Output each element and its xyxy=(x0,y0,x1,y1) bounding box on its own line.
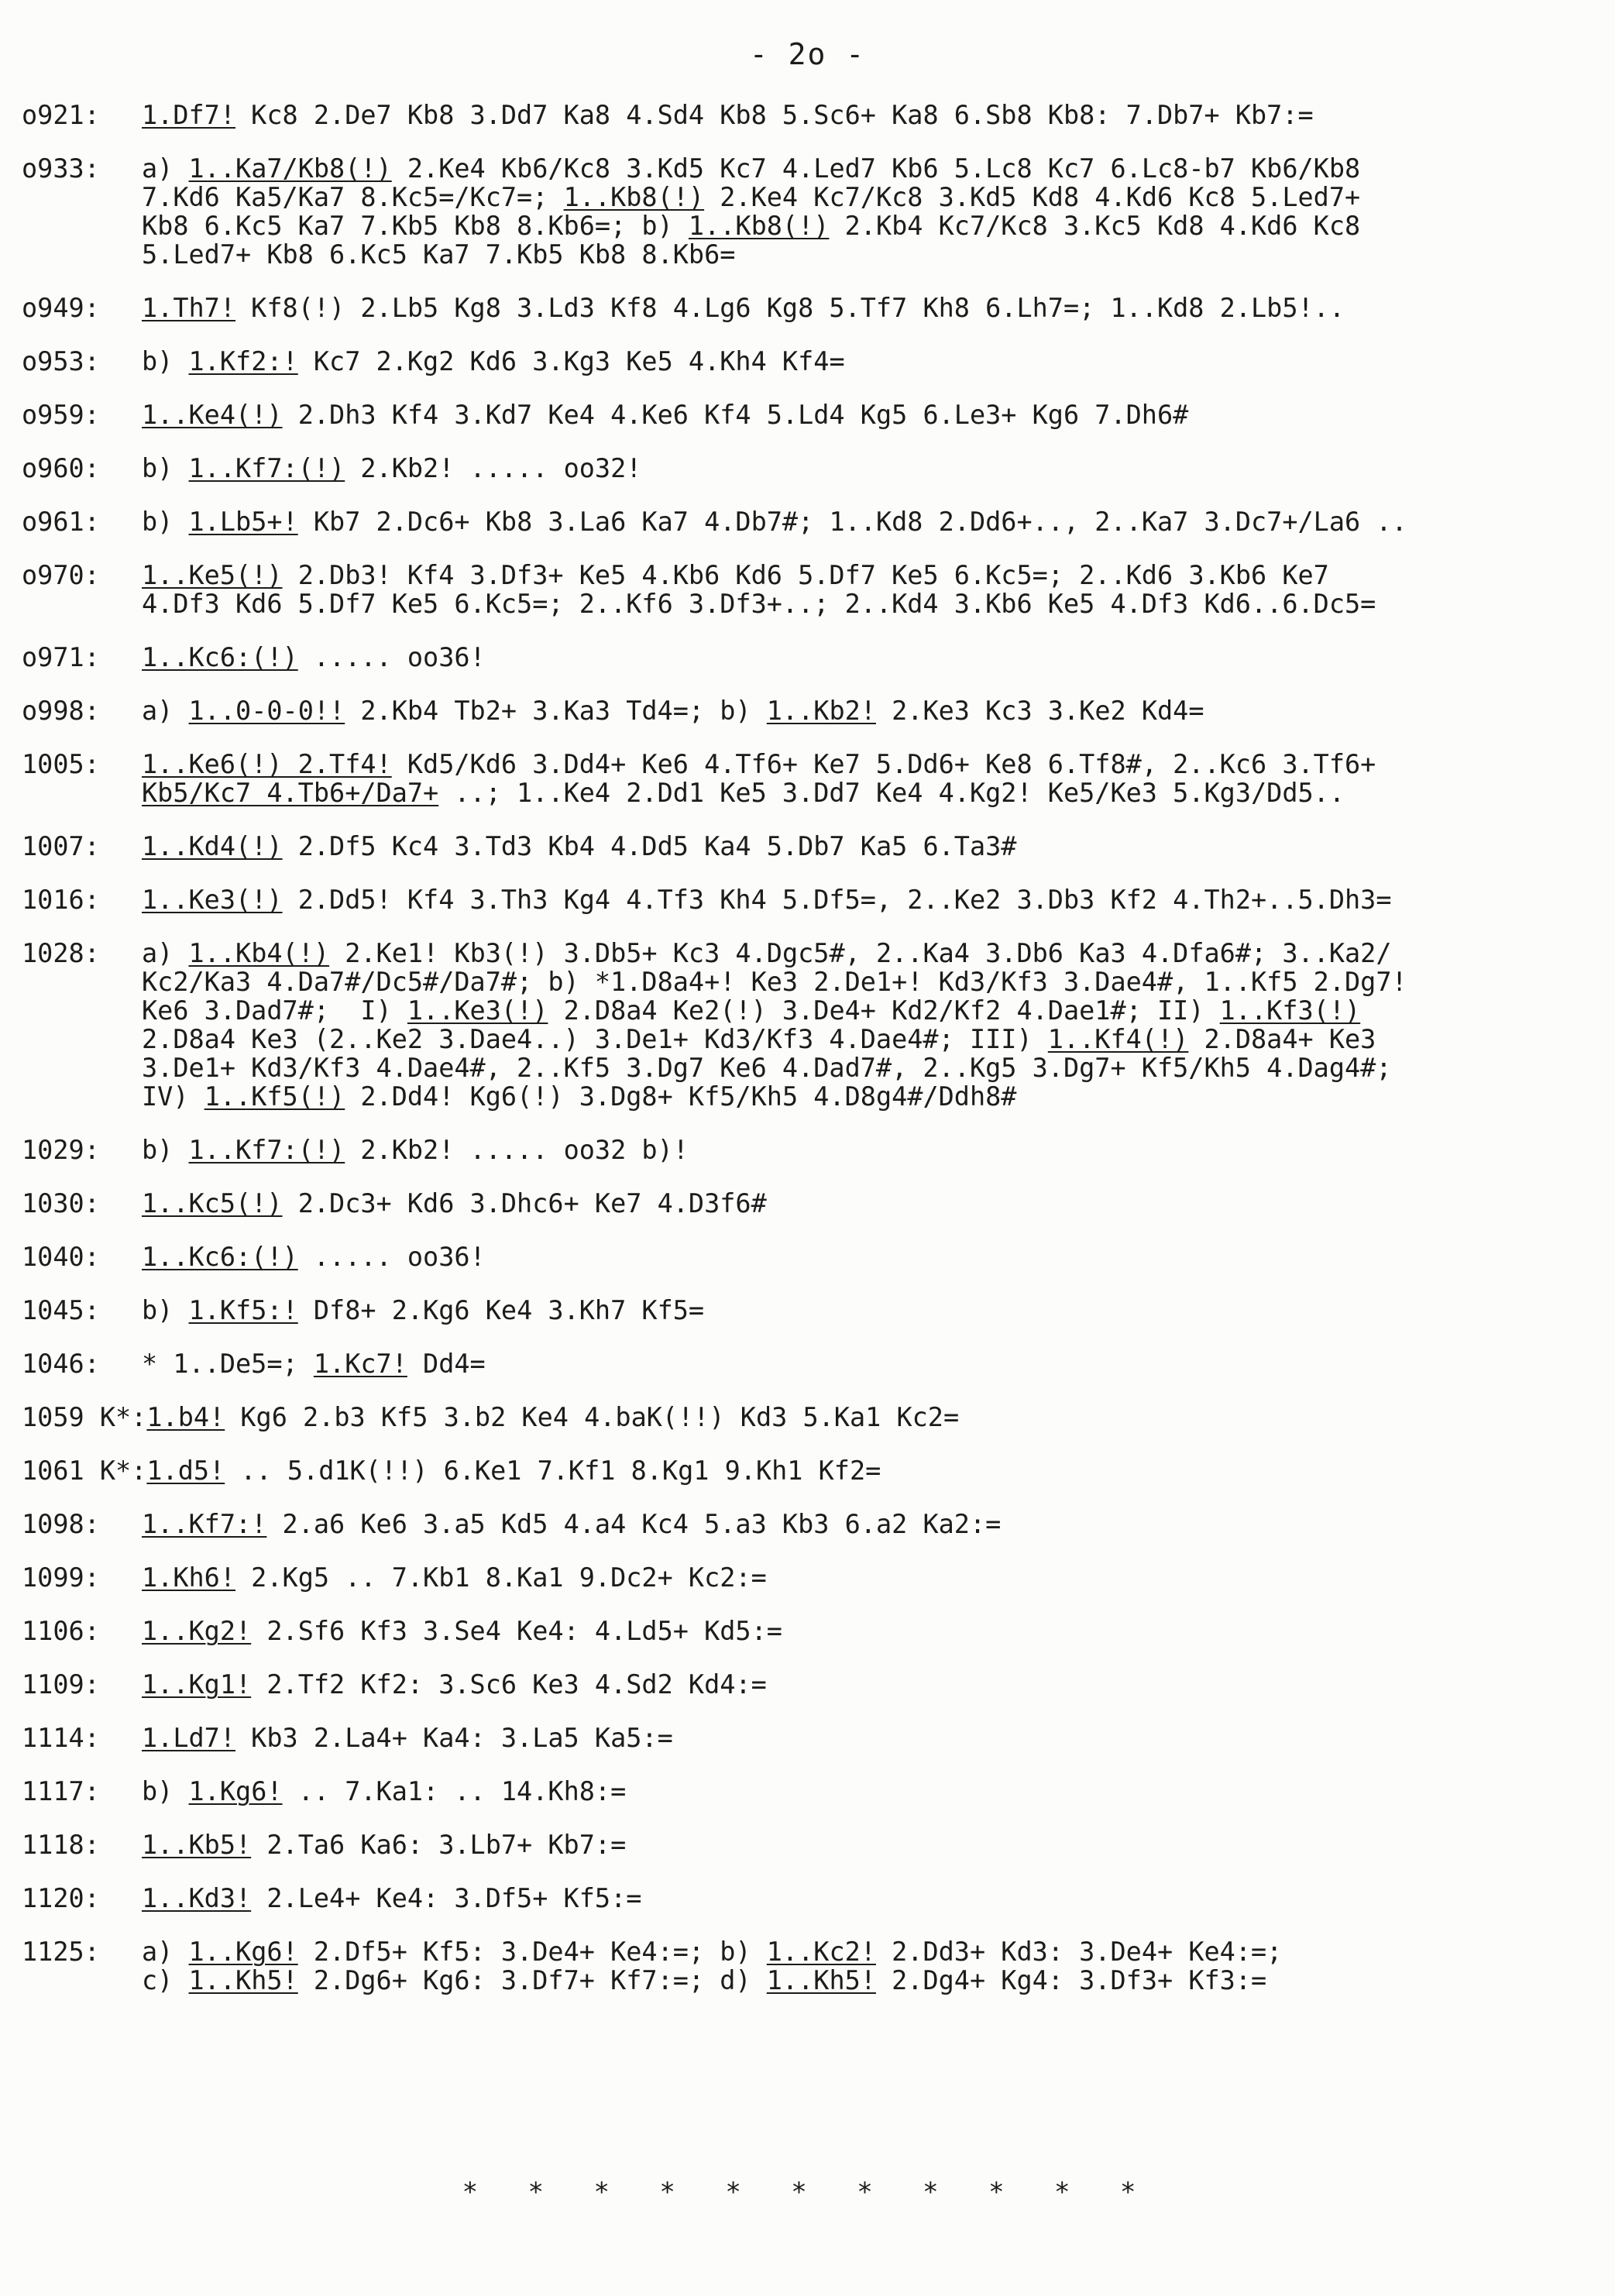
move-text: a) xyxy=(142,938,189,968)
key-move: 1..Ka7/Kb8(!) xyxy=(188,153,392,184)
solution-line xyxy=(142,154,1602,183)
solution-line xyxy=(142,1937,1602,1966)
problem-number: 1114: xyxy=(22,1723,100,1753)
move-text: 2.Dd5! Kf4 3.Th3 Kg4 4.Tf3 Kh4 5.Df5=, 2..Ke2 3.Db3 Kf2 4.Th2+..5.Dh3= xyxy=(282,885,1392,915)
move-text: 2.Dd4! Kg6(!) 3.Dg8+ Kf5/Kh5 4.D8g4#/Ddh8# xyxy=(345,1081,1017,1112)
solution-entry xyxy=(22,1136,1602,1164)
problem-number: 1030: xyxy=(22,1188,100,1218)
problem-number: 1059 K*: xyxy=(22,1402,147,1432)
solution-line xyxy=(142,101,1602,129)
key-move: 1.Kf5:! xyxy=(188,1295,298,1325)
move-text: 2.Ke4 Kb6/Kc8 3.Kd5 Kc7 4.Led7 Kb6 5.Lc8 Kc7 6.Lc8-b7 Kb6/Kb8 xyxy=(391,153,1361,184)
move-text: c) xyxy=(142,1965,189,1995)
solution-line xyxy=(142,1966,1602,1995)
solution-entry xyxy=(22,1563,1602,1592)
solution-entry xyxy=(22,454,1602,483)
solution-entry xyxy=(22,696,1602,725)
key-move: 1..Kb8(!) xyxy=(563,182,705,212)
move-text: 2.Dh3 Kf4 3.Kd7 Ke4 4.Ke6 Kf4 5.Ld4 Kg5 6.Le3+ Kg6 7.Dh6# xyxy=(282,400,1189,430)
problem-number: 1099: xyxy=(22,1562,100,1593)
solution-line xyxy=(142,1349,1602,1378)
solution-text xyxy=(142,1937,1602,1995)
solution-line xyxy=(142,1724,1602,1752)
problem-number: o998: xyxy=(22,696,100,726)
solution-entry xyxy=(22,643,1602,672)
solution-line xyxy=(142,347,1602,376)
key-move: 1..Kg6! xyxy=(188,1937,298,1967)
problem-number: o921: xyxy=(22,100,100,130)
problem-number: o953: xyxy=(22,346,100,376)
solution-line xyxy=(142,643,1602,672)
solution-entry xyxy=(22,1189,1602,1218)
key-move: 1..Kb5! xyxy=(142,1830,252,1860)
move-text: 2.D8a4+ Ke3 xyxy=(1188,1024,1376,1054)
move-text: Kg6 2.b3 Kf5 3.b2 Ke4 4.baK(!!) Kd3 5.Ka1 Kc2= xyxy=(225,1402,960,1432)
move-text: Kb3 2.La4+ Ka4: 3.La5 Ka5:= xyxy=(235,1723,673,1753)
solution-text xyxy=(142,294,1602,322)
solution-line xyxy=(142,832,1602,861)
problem-number: 1040: xyxy=(22,1242,100,1272)
problem-number: 1118: xyxy=(22,1830,100,1860)
key-move: 1..Kf7:(!) xyxy=(188,1135,345,1165)
move-text: 2.Le4+ Ke4: 3.Df5+ Kf5:= xyxy=(251,1883,642,1913)
solution-text xyxy=(142,1563,1602,1592)
solution-entry xyxy=(22,1296,1602,1325)
solution-text xyxy=(142,1724,1602,1752)
key-move: 1..Ke4(!) xyxy=(142,400,283,430)
move-text: 2.Kb2! ..... oo32 b)! xyxy=(345,1135,689,1165)
solution-line xyxy=(142,968,1602,996)
move-text: 5.Led7+ Kb8 6.Kc5 Ka7 7.Kb5 Kb8 8.Kb6= xyxy=(142,239,736,270)
solution-text xyxy=(142,696,1602,725)
solution-line xyxy=(142,240,1602,269)
key-move: 1..Kd4(!) xyxy=(142,831,283,861)
solution-line xyxy=(146,1403,1602,1432)
key-move: 1..Kc6:(!) xyxy=(142,642,298,672)
move-text: 2.Dd3+ Kd3: 3.De4+ Ke4:=; xyxy=(875,1937,1283,1967)
key-move: 1.Ld7! xyxy=(142,1723,236,1753)
solution-text xyxy=(142,750,1602,807)
move-text: a) xyxy=(142,1937,189,1967)
solution-line xyxy=(142,1670,1602,1699)
move-text: Kf8(!) 2.Lb5 Kg8 3.Ld3 Kf8 4.Lg6 Kg8 5.Tf7 Kh8 6.Lh7=; 1..Kd8 2.Lb5!.. xyxy=(235,293,1345,323)
key-move: 1..Kf7:(!) xyxy=(188,453,345,483)
move-text: a) xyxy=(142,696,189,726)
move-text: Kb7 2.Dc6+ Kb8 3.La6 Ka7 4.Db7#; 1..Kd8 2.Dd6+.., 2..Ka7 3.Dc7+/La6 .. xyxy=(297,507,1407,537)
solution-text xyxy=(142,1296,1602,1325)
move-text: IV) xyxy=(142,1081,204,1112)
key-move: 1.Kh6! xyxy=(142,1562,236,1593)
key-move: 1..Kd3! xyxy=(142,1883,252,1913)
move-text: Kd5/Kd6 3.Dd4+ Ke6 4.Tf6+ Ke7 5.Dd6+ Ke8 6.Tf8#, 2..Kc6 3.Tf6+ xyxy=(391,749,1376,779)
move-text: 2.Ta6 Ka6: 3.Lb7+ Kb7:= xyxy=(251,1830,627,1860)
solution-line xyxy=(142,1243,1602,1271)
move-text: 2.Db3! Kf4 3.Df3+ Ke5 4.Kb6 Kd6 5.Df7 Ke5 6.Kc5=; 2..Kd6 3.Kb6 Ke7 xyxy=(282,560,1329,590)
problem-number: 1005: xyxy=(22,749,100,779)
move-text: b) xyxy=(142,1295,189,1325)
solution-entry xyxy=(22,1777,1602,1806)
solution-text xyxy=(142,101,1602,129)
page-number: - 2o - xyxy=(749,37,866,71)
solution-text xyxy=(142,347,1602,376)
key-move: 1.Kg6! xyxy=(188,1776,283,1806)
problem-number: 1120: xyxy=(22,1883,100,1913)
solution-text xyxy=(142,939,1602,1111)
solution-line xyxy=(142,454,1602,483)
move-text: 2.Ke1! Kb3(!) 3.Db5+ Kc3 4.Dgc5#, 2..Ka4 3.Db6 Ka3 4.Dfa6#; 3..Ka2/ xyxy=(329,938,1392,968)
solution-entry xyxy=(22,1670,1602,1699)
solution-text xyxy=(142,1830,1602,1859)
move-text: Kc7 2.Kg2 Kd6 3.Kg3 Ke5 4.Kh4 Kf4= xyxy=(297,346,845,376)
move-text: Kc8 2.De7 Kb8 3.Dd7 Ka8 4.Sd4 Kb8 5.Sc6+ Ka8 6.Sb8 Kb8: 7.Db7+ Kb7:= xyxy=(235,100,1314,130)
key-move: 1..Kb4(!) xyxy=(188,938,330,968)
solution-line xyxy=(142,996,1602,1025)
problem-number: 1046: xyxy=(22,1349,100,1379)
solution-line xyxy=(142,1777,1602,1806)
move-text: 7.Kd6 Ka5/Ka7 8.Kc5=/Kc7=; xyxy=(142,182,564,212)
solution-text xyxy=(142,454,1602,483)
solution-entry xyxy=(22,1243,1602,1271)
key-move: 1.Df7! xyxy=(142,100,236,130)
problem-number: 1029: xyxy=(22,1135,100,1165)
move-text: 2.Tf2 Kf2: 3.Sc6 Ke3 4.Sd2 Kd4:= xyxy=(251,1669,767,1700)
problem-number: o961: xyxy=(22,507,100,537)
solutions-list xyxy=(22,101,1602,2019)
problem-number: 1109: xyxy=(22,1669,100,1700)
key-move: 1..Kg2! xyxy=(142,1616,252,1646)
solution-line xyxy=(142,696,1602,725)
solution-line xyxy=(142,939,1602,968)
problem-number: o971: xyxy=(22,642,100,672)
problem-number: o970: xyxy=(22,560,100,590)
key-move: 1.Kf2:! xyxy=(188,346,298,376)
key-move: 1.Th7! xyxy=(142,293,236,323)
solution-text xyxy=(142,1510,1602,1538)
problem-number: 1007: xyxy=(22,831,100,861)
problem-number: o960: xyxy=(22,453,100,483)
move-text: a) xyxy=(142,153,189,184)
problem-number: 1016: xyxy=(22,885,100,915)
move-text: Df8+ 2.Kg6 Ke4 3.Kh7 Kf5= xyxy=(297,1295,705,1325)
key-move: Kb5/Kc7 4.Tb6+/Da7+ xyxy=(142,778,439,808)
solution-entry xyxy=(22,1510,1602,1538)
key-move: 1..Kh5! xyxy=(766,1965,876,1995)
solution-entry xyxy=(22,832,1602,861)
problem-number: 1061 K*: xyxy=(22,1456,147,1486)
key-move: 1.b4! xyxy=(146,1402,225,1432)
solution-text xyxy=(142,1243,1602,1271)
move-text: ..... oo36! xyxy=(297,642,486,672)
solution-line xyxy=(142,1617,1602,1645)
move-text: 2.Ke3 Kc3 3.Ke2 Kd4= xyxy=(875,696,1204,726)
key-move: 1..Kb2! xyxy=(766,696,876,726)
move-text: * 1..De5=; xyxy=(142,1349,314,1379)
move-text: b) xyxy=(142,346,189,376)
problem-number: o949: xyxy=(22,293,100,323)
move-text: 2.Dc3+ Kd6 3.Dhc6+ Ke7 4.D3f6# xyxy=(282,1188,767,1218)
solution-text xyxy=(142,885,1602,914)
key-move: 1..Kb8(!) xyxy=(688,211,830,241)
solution-text xyxy=(142,1670,1602,1699)
key-move: 1..Kc6:(!) xyxy=(142,1242,298,1272)
solution-entry xyxy=(22,294,1602,322)
move-text: Dd4= xyxy=(407,1349,486,1379)
solution-entry xyxy=(22,347,1602,376)
move-text: Kb8 6.Kc5 Ka7 7.Kb5 Kb8 8.Kb6=; b) xyxy=(142,211,689,241)
move-text: 2.Df5+ Kf5: 3.De4+ Ke4:=; b) xyxy=(297,1937,767,1967)
solution-line xyxy=(142,589,1602,618)
solution-line xyxy=(142,1053,1602,1082)
move-text: Ke6 3.Dad7#; I) xyxy=(142,995,407,1026)
solution-entry xyxy=(22,561,1602,618)
solution-text xyxy=(142,400,1602,429)
problem-number: 1106: xyxy=(22,1616,100,1646)
problem-number: 1045: xyxy=(22,1295,100,1325)
solution-entry xyxy=(22,1884,1602,1913)
key-move: 1.Lb5+! xyxy=(188,507,298,537)
key-move: 1..Kc5(!) xyxy=(142,1188,283,1218)
solution-line xyxy=(142,750,1602,779)
problem-number: o933: xyxy=(22,153,100,184)
move-text: 3.De1+ Kd3/Kf3 4.Dae4#, 2..Kf5 3.Dg7 Ke6 4.Dad7#, 2..Kg5 3.Dg7+ Kf5/Kh5 4.Dag4#; xyxy=(142,1053,1392,1083)
solution-entry xyxy=(22,507,1602,536)
solution-line xyxy=(142,507,1602,536)
move-text: 2.Kb4 Kc7/Kc8 3.Kc5 Kd8 4.Kd6 Kc8 xyxy=(829,211,1361,241)
move-text: 2.Sf6 Kf3 3.Se4 Ke4: 4.Ld5+ Kd5:= xyxy=(251,1616,782,1646)
solution-line xyxy=(142,1189,1602,1218)
move-text: 2.Kb2! ..... oo32! xyxy=(345,453,642,483)
solution-line xyxy=(142,1025,1602,1053)
solution-line xyxy=(142,885,1602,914)
problem-number: 1117: xyxy=(22,1776,100,1806)
move-text: .. 5.d1K(!!) 6.Ke1 7.Kf1 8.Kg1 9.Kh1 Kf2= xyxy=(225,1456,881,1486)
solution-line xyxy=(142,1884,1602,1913)
key-move: 1..Ke3(!) xyxy=(407,995,548,1026)
key-move: 1..Ke6(!) 2.Tf4! xyxy=(142,749,392,779)
move-text: 2.Dg4+ Kg4: 3.Df3+ Kf3:= xyxy=(875,1965,1267,1995)
solution-entry xyxy=(22,1617,1602,1645)
solution-entry xyxy=(22,1830,1602,1859)
solution-entry xyxy=(22,1403,1602,1432)
move-text: 4.Df3 Kd6 5.Df7 Ke5 6.Kc5=; 2..Kf6 3.Df3+..; 2..Kd4 3.Kb6 Ke5 4.Df3 Kd6..6.Dc5= xyxy=(142,589,1376,619)
problem-number: 1028: xyxy=(22,938,100,968)
solution-line xyxy=(142,1136,1602,1164)
solution-line xyxy=(142,294,1602,322)
solution-line xyxy=(142,1296,1602,1325)
move-text: b) xyxy=(142,453,189,483)
problem-number: o959: xyxy=(22,400,100,430)
solution-text xyxy=(142,1349,1602,1378)
key-move: 1..Kg1! xyxy=(142,1669,252,1700)
key-move: 1.Kc7! xyxy=(313,1349,407,1379)
key-move: 1..Kh5! xyxy=(188,1965,298,1995)
move-text: ..... oo36! xyxy=(297,1242,486,1272)
solution-text xyxy=(142,1617,1602,1645)
move-text: 2.Dg6+ Kg6: 3.Df7+ Kf7:=; d) xyxy=(297,1965,767,1995)
key-move: 1..Ke5(!) xyxy=(142,560,283,590)
solution-entry xyxy=(22,885,1602,914)
move-text: b) xyxy=(142,1776,189,1806)
solution-line xyxy=(142,1830,1602,1859)
move-text: Kc2/Ka3 4.Da7#/Dc5#/Da7#; b) *1.D8a4+! Ke3 2.De1+! Kd3/Kf3 3.Dae4#, 1..Kf5 2.Dg7! xyxy=(142,967,1407,997)
key-move: 1..Kc2! xyxy=(766,1937,876,1967)
key-move: 1..Kf5(!) xyxy=(204,1081,345,1112)
solution-line xyxy=(142,211,1602,240)
solution-entry xyxy=(22,154,1602,269)
solution-text xyxy=(142,507,1602,536)
move-text: 2.Kg5 .. 7.Kb1 8.Ka1 9.Dc2+ Kc2:= xyxy=(235,1562,767,1593)
solution-text xyxy=(142,154,1602,269)
move-text: 2.Kb4 Tb2+ 3.Ka3 Td4=; b) xyxy=(345,696,767,726)
move-text: b) xyxy=(142,1135,189,1165)
key-move: 1..0-0-0!! xyxy=(188,696,345,726)
solution-text xyxy=(146,1456,1602,1485)
solution-entry xyxy=(22,939,1602,1111)
move-text: 2.Ke4 Kc7/Kc8 3.Kd5 Kd8 4.Kd6 Kc8 5.Led7+ xyxy=(704,182,1361,212)
solution-entry xyxy=(22,1937,1602,1995)
key-move: 1..Kf4(!) xyxy=(1047,1024,1189,1054)
problem-number: 1125: xyxy=(22,1937,100,1967)
move-text: 2.D8a4 Ke3 (2..Ke2 3.Dae4..) 3.De1+ Kd3/Kf3 4.Dae4#; III) xyxy=(142,1024,1048,1054)
section-end-stars: * * * * * * * * * * * xyxy=(462,2177,1153,2208)
move-text: .. 7.Ka1: .. 14.Kh8:= xyxy=(282,1776,627,1806)
key-move: 1..Kf7:! xyxy=(142,1509,267,1539)
solution-text xyxy=(142,1777,1602,1806)
solution-line xyxy=(142,1510,1602,1538)
solution-line xyxy=(142,1563,1602,1592)
solution-entry xyxy=(22,1349,1602,1378)
move-text: 2.Df5 Kc4 3.Td3 Kb4 4.Dd5 Ka4 5.Db7 Ka5 6.Ta3# xyxy=(282,831,1017,861)
solution-line xyxy=(142,1082,1602,1111)
key-move: 1..Ke3(!) xyxy=(142,885,283,915)
move-text: ..; 1..Ke4 2.Dd1 Ke5 3.Dd7 Ke4 4.Kg2! Ke5/Ke3 5.Kg3/Dd5.. xyxy=(438,778,1345,808)
move-text: b) xyxy=(142,507,189,537)
solution-line xyxy=(142,561,1602,589)
solution-line xyxy=(146,1456,1602,1485)
solution-line xyxy=(142,183,1602,211)
move-text: 2.D8a4 Ke2(!) 3.De4+ Kd2/Kf2 4.Dae1#; II) xyxy=(548,995,1220,1026)
key-move: 1.d5! xyxy=(146,1456,225,1486)
solution-text xyxy=(142,1189,1602,1218)
solution-text xyxy=(142,1136,1602,1164)
solution-text xyxy=(146,1403,1602,1432)
solution-text xyxy=(142,561,1602,618)
solution-entry xyxy=(22,1456,1602,1485)
solution-entry xyxy=(22,101,1602,129)
problem-number: 1098: xyxy=(22,1509,100,1539)
solution-entry xyxy=(22,1724,1602,1752)
move-text: 2.a6 Ke6 3.a5 Kd5 4.a4 Kc4 5.a3 Kb3 6.a2 Ka2:= xyxy=(266,1509,1002,1539)
solution-line xyxy=(142,779,1602,807)
solution-line xyxy=(142,400,1602,429)
solution-text xyxy=(142,1884,1602,1913)
solution-text xyxy=(142,832,1602,861)
solution-entry xyxy=(22,400,1602,429)
solution-entry xyxy=(22,750,1602,807)
solution-text xyxy=(142,643,1602,672)
key-move: 1..Kf3(!) xyxy=(1219,995,1361,1026)
